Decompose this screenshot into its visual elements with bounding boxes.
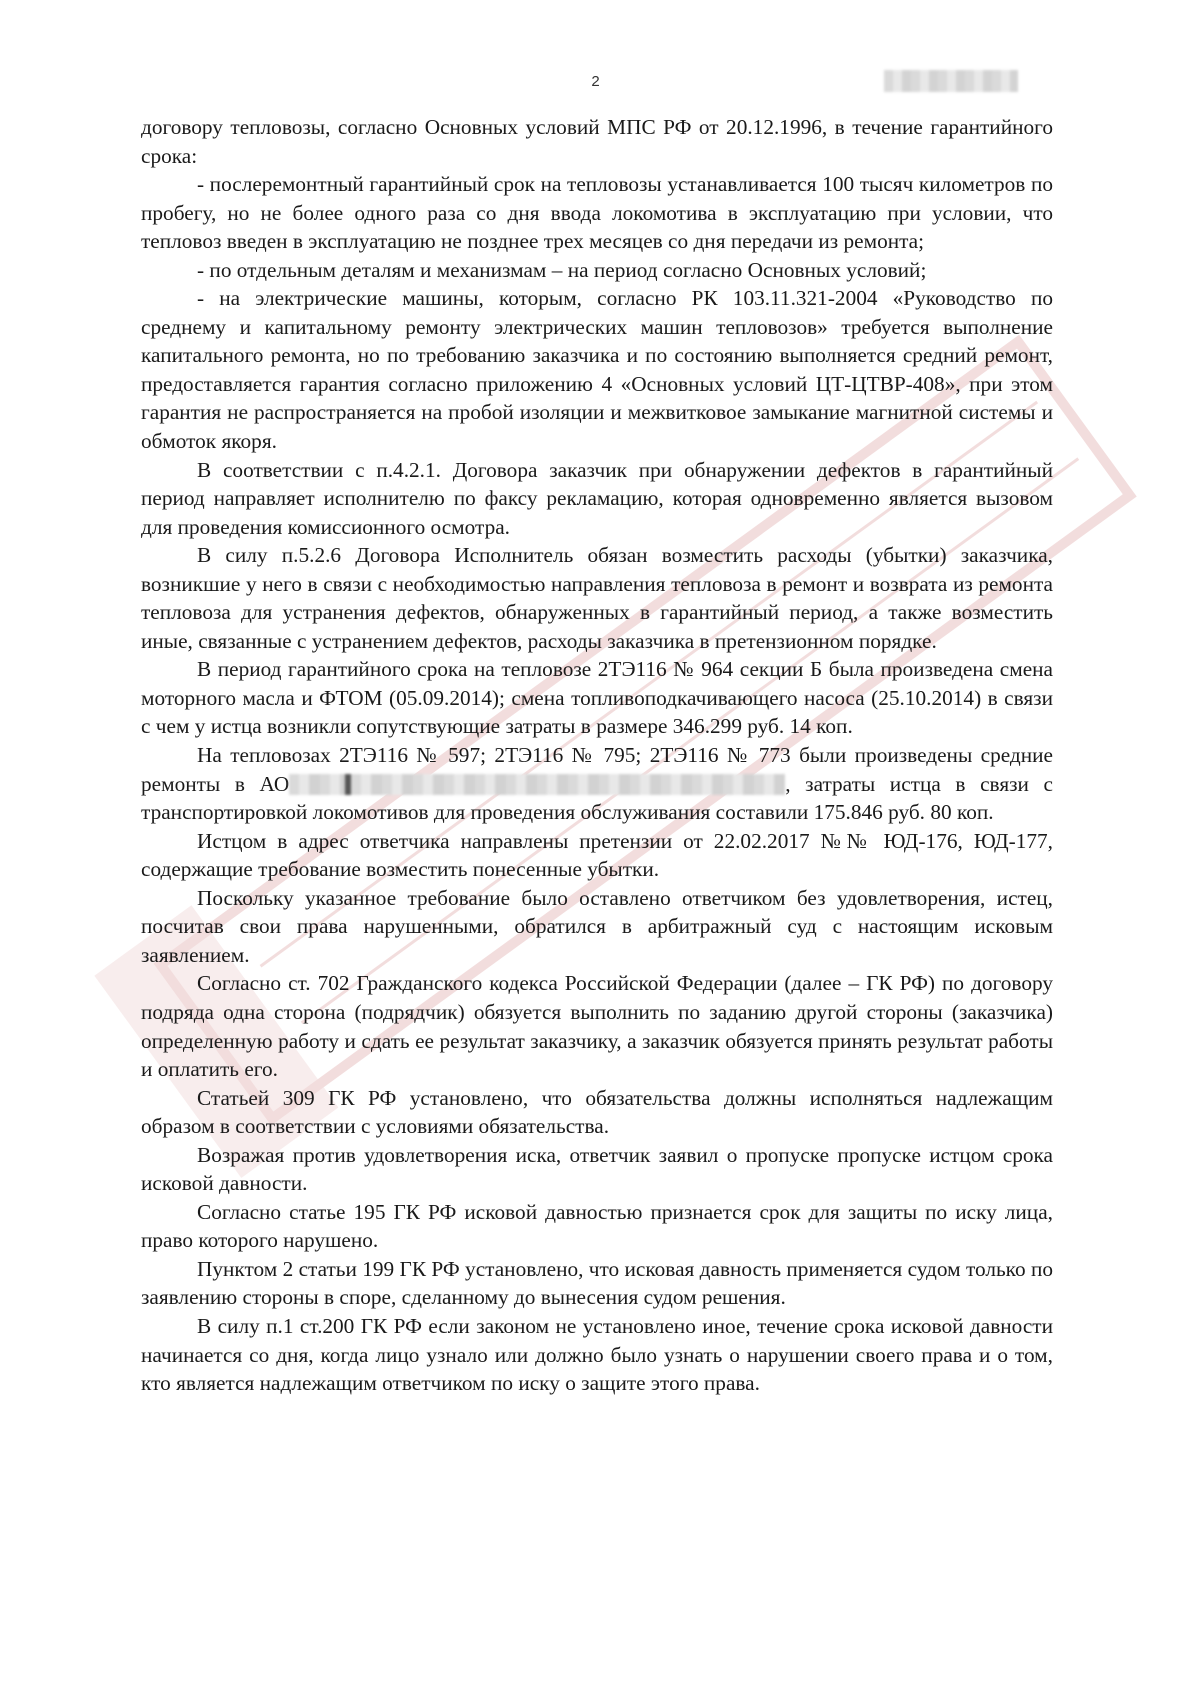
paragraph-text-end: , затраты истца в связи с транспортировкой локомотивов для проведения обслуживания составили 175.846 руб. 80 коп. — [141, 771, 1053, 825]
redacted-header-block — [884, 70, 1018, 92]
paragraph-text-start: На тепловозах 2ТЭ116 № 597; 2ТЭ116 № 795; 2ТЭ116 № 773 были произведены средние ремонты в АО — [141, 743, 1053, 796]
paragraph: - на электрические машины, которым, согласно РК 103.11.321-2004 «Руководство по среднему и капитальному ремонту электрических машин тепловозов» требуется выполнение капитального ремонта, но по требованию заказчика и по состоянию выполняется средний ремонт, предоставляется гарантия согласно приложению 4 «Основных условий ЦТ-ЦТВР-408», при этом гарантия не распространяется на пробой изоляции и межвитковое замыкание магнитной системы и обмоток якоря. — [141, 286, 1053, 454]
paragraph: В период гарантийного срока на тепловозе 2ТЭ116 № 964 секции Б была произведена смена моторного масла и ФТОМ (05.09.2014); смена топливоподкачивающего насоса (25.10.2014) в связи с чем у истца возникли сопутствующие затраты в размере 346.299 руб. 14 коп. — [141, 657, 1053, 739]
paragraph: Поскольку указанное требование было оставлено ответчиком без удовлетворения, истец, посчитав свои права нарушенными, обратился в арбитражный суд с настоящим исковым заявлением. — [141, 885, 1053, 967]
page-number: 2 — [591, 73, 600, 90]
paragraph: Пунктом 2 статьи 199 ГК РФ установлено, что исковая давность применяется судом только по заявлению стороны в споре, сделанному до вынесения судом решения. — [141, 1256, 1053, 1310]
redacted-company-name — [289, 774, 785, 795]
paragraph: В силу п.5.2.6 Договора Исполнитель обязан возместить расходы (убытки) заказчика, возникшие у него в связи с необходимостью направления тепловоза в ремонт и возврата из ремонта тепловоза для устранения дефектов, обнаруженных в гарантийный период, а также возместить иные, связанные с устранением дефектов, расходы заказчика в претензионном порядке. — [141, 543, 1053, 653]
paragraph: - по отдельным деталям и механизмам – на период согласно Основных условий; — [197, 257, 927, 282]
paragraph: Согласно статье 195 ГК РФ исковой давностью признается срок для защиты по иску лица, право которого нарушено. — [141, 1199, 1053, 1253]
paragraph: Истцом в адрес ответчика направлены претензии от 22.02.2017 №№ ЮД-176, ЮД-177, содержащие требование возместить понесенные убытки. — [141, 828, 1053, 882]
document-body — [141, 113, 1053, 1398]
paragraph: В силу п.1 ст.200 ГК РФ если законом не установлено иное, течение срока исковой давности начинается со дня, когда лицо узнало или должно было узнать о нарушении своего права и о том, кто является надлежащим ответчиком по иску о защите этого права. — [141, 1313, 1053, 1396]
paragraph: договору тепловозы, согласно Основных условий МПС РФ от 20.12.1996, в течение гарантийного срока: — [141, 115, 1053, 168]
paragraph-with-redaction — [141, 741, 1053, 827]
paragraph: В соответствии с п.4.2.1. Договора заказчик при обнаружении дефектов в гарантийный период направляет исполнителю по факсу рекламацию, которая одновременно является вызовом для проведения комиссионного осмотра. — [141, 457, 1053, 539]
paragraph: Статьей 309 ГК РФ установлено, что обязательства должны исполняться надлежащим образом в соответствии с условиями обязательства. — [141, 1085, 1053, 1139]
paragraph: - послеремонтный гарантийный срок на тепловозы устанавливается 100 тысяч километров по пробегу, но не более одного раза со дня ввода локомотива в эксплуатацию при условии, что тепловоз введен в эксплуатацию не позднее трех месяцев со дня передачи из ремонта; — [141, 172, 1053, 254]
paragraph: Согласно ст. 702 Гражданского кодекса Российской Федерации (далее – ГК РФ) по договору подряда одна сторона (подрядчик) обязуется выполнить по заданию другой стороны (заказчика) определенную работу и сдать ее результат заказчику, а заказчик обязуется принять результат работы и оплатить его. — [141, 971, 1053, 1082]
paragraph: Возражая против удовлетворения иска, ответчик заявил о пропуске пропуске истцом срока исковой давности. — [141, 1142, 1053, 1196]
